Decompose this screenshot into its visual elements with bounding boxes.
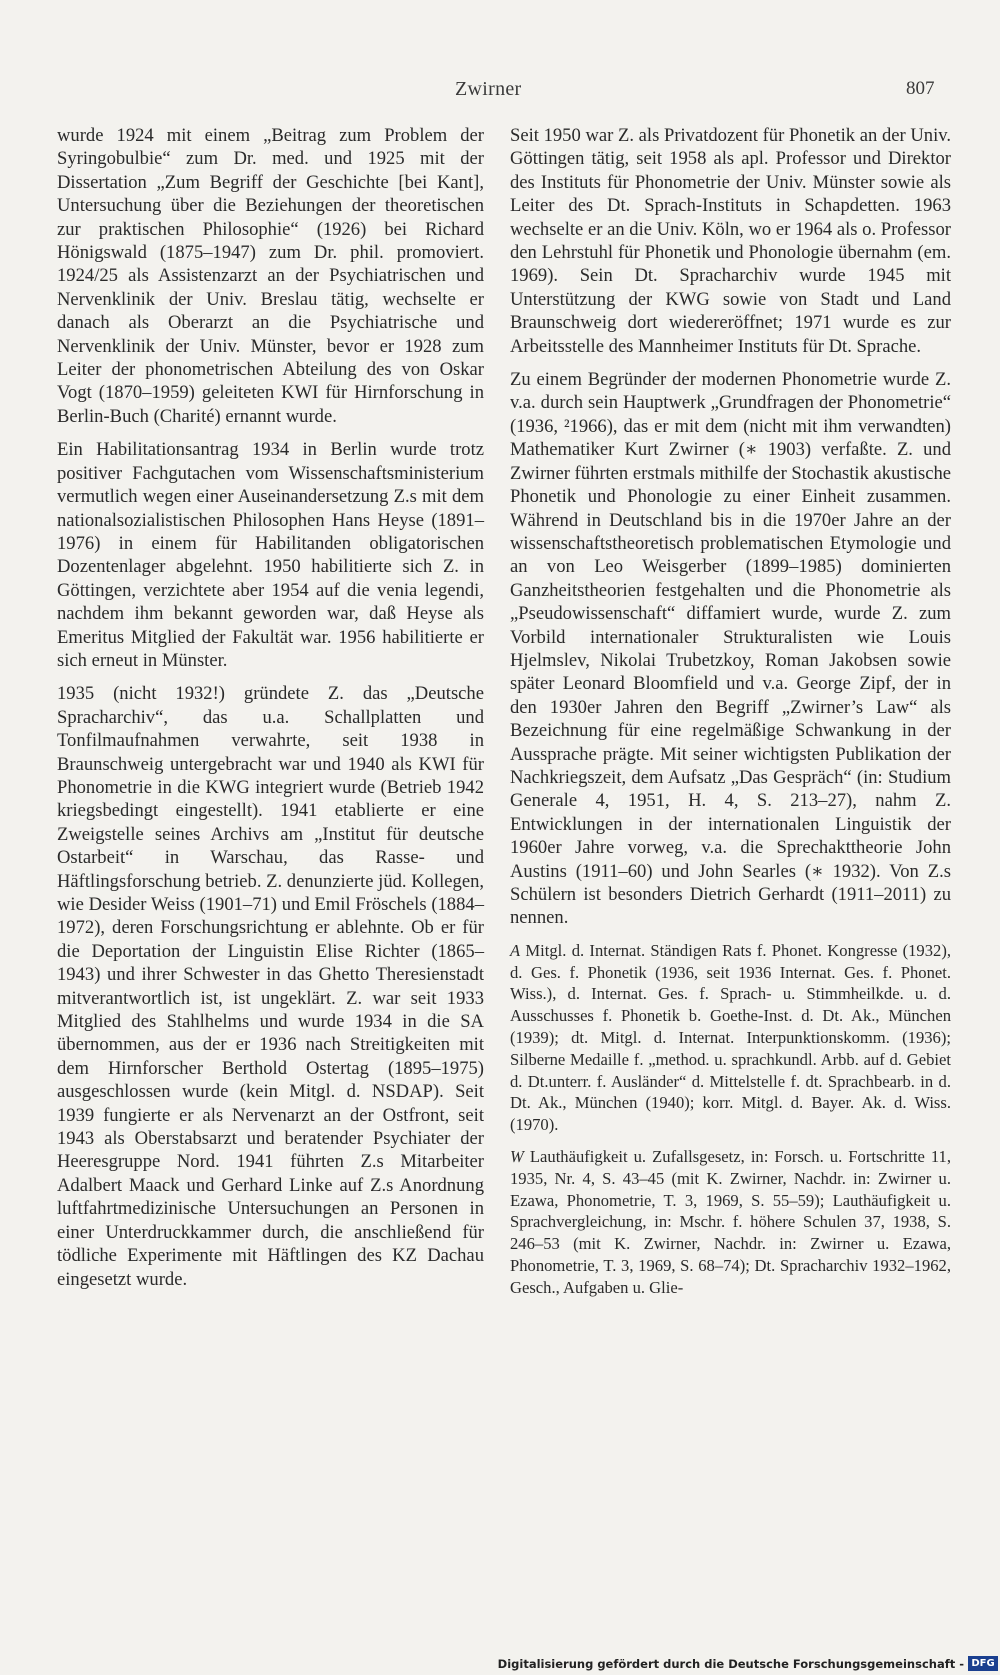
- dfg-logo: DFG: [968, 1656, 998, 1671]
- paragraph-spracharchiv: 1935 (nicht 1932!) gründete Z. das „Deutsche Spracharchiv“, das u.a. Schallplatten und Tonfilmaufnahmen verwahrte, seit 1938 in Braunschweig untergebracht war und 1940 als KWI für Phonometrie in die KWG integriert wurde (Betrieb 1942 kriegsbedingt eingestellt). 1941 etablierte er eine Zweigstelle seines Archivs am „Institut für deutsche Ostarbeit“ in Warschau, das Rasse- und Häftlingsforschung betrieb. Z. denunzierte jüd. Kollegen, wie Desider Weiss (1901–71) und Emil Fröschels (1884–1972), deren Forschungsrichtung er ablehnte. Ob er für die Deportation der Linguistin Elise Richter (1865–1943) und ihrer Schwester in das Ghetto Theresienstadt mitverantwortlich ist, ist ungeklärt. Z. war seit 1933 Mitglied des Stahlhelms und wurde 1934 in die SA übernommen, aus der er 1936 nach Streitigkeiten mit dem Hirnforscher Berthold Ostertag (1895–1975) ausgeschlossen wurde (kein Mitgl. d. NSDAP). Seit 1939 fungierte er als Nervenarzt an der Ostfront, seit 1943 als Oberstabsarzt und beratender Psychiater der Heeresgruppe Nord. 1941 führten Z.s Mitarbeiter Adalbert Maack und Gerhard Linke auf Z.s Anordnung luftfahrtmedizinische Untersuchungen an Personen in einer Unterdruckkammer durch, die anschließend für tödliche Experimente mit Häftlingen des KZ Dachau eingesetzt wurde.: [57, 683, 485, 1290]
- paragraph-postwar: Seit 1950 war Z. als Privatdozent für Phonetik an der Univ. Göttingen tätig, seit 1958 als apl. Professor und Direktor des Instituts für Phonometrie der Univ. Münster sowie als Leiter des Dt. Sprach-Instituts in Schapdetten. 1963 wechselte er an die Univ. Köln, wo er 1964 als o. Professor den Lehrstuhl für Phonetik und Phonologie übernahm (em. 1969). Sein Dt. Spracharchiv wurde 1945 mit Unterstützung der KWG sowie von Stadt und Land Braunschweig dort wiedereröffnet; 1971 wurde es zur Arbeitsstelle des Mannheimer Instituts für Dt. Sprache.: [510, 125, 951, 357]
- running-head: Zwirner: [455, 78, 522, 100]
- paragraph-phonometrie: Zu einem Begründer der modernen Phonometrie wurde Z. v.a. durch sein Hauptwerk „Grundfragen der Phonometrie“ (1936, ²1966), das er mit dem (nicht mit ihm verwandten) Mathematiker Kurt Zwirner (∗ 1903) verfaßte. Z. und Zwirner führten erstmals mithilfe der Stochastik akustische Phonetik und Phonologie zu einer Einheit zusammen. Während in Deutschland bis in die 1970er Jahre an der wissenschaftstheoretisch problematischen Etymologie und an von Leo Weisgerber (1899–1985) dominierten Ganzheitstheorien festgehalten und die Phonometrie als „Pseudowissenschaft“ diffamiert wurde, wurde Z. zum Vorbild internationaler Strukturalisten wie Louis Hjelmslev, Nikolai Trubetzkoy, Roman Jakobsen sowie später Leonard Bloomfield und v.a. George Zipf, der in den 1930er Jahren den Begriff „Zwirner’s Law“ als Bezeichnung für eine regelmäßige Schwankung in der Aussprache prägte. Mit seiner wichtigsten Publikation der Nachkriegszeit, dem Aufsatz „Das Gespräch“ (in: Studium Generale 4, 1951, H. 4, S. 213–27), nahm Z. Entwicklungen in der internationalen Linguistik der 1960er Jahre vorweg, v.a. die Sprechakttheorie John Austins (1911–60) und John Searles (∗ 1932). Von Z.s Schülern ist besonders Dietrich Gerhardt (1911–2011) zu nennen.: [510, 369, 951, 929]
- page-number: 807: [906, 78, 935, 99]
- section-w-text: Lauthäufigkeit u. Zufallsgesetz, in: Forsch. u. Fortschritte 11, 1935, Nr. 4, S. 43–45 (mit K. Zwirner, Nachdr. in: Zwirner u. Ezawa, Phonometrie, T. 3, 1969, S. 55–59); Lauthäufigkeit u. Sprachvergleichung, in: Mschr. f. höhere Schulen 37, 1938, S. 246–53 (mit K. Zwirner, Nachdr. in: Zwirner u. Ezawa, Phonometrie, T. 3, 1969, S. 68–74); Dt. Spracharchiv 1932–1962, Gesch., Aufgaben u. Glie-: [510, 1146, 951, 1297]
- funding-credit: Digitalisierung gefördert durch die Deutsche Forschungsgemeinschaft -: [497, 1657, 964, 1671]
- section-a-label: A: [510, 940, 521, 960]
- digitization-footer: [497, 1655, 1000, 1675]
- paragraph-career: wurde 1924 mit einem „Beitrag zum Problem der Syringobulbie“ zum Dr. med. und 1925 mit der Dissertation „Zum Begriff der Geschichte [bei Kant], Untersuchung über die Beziehungen der theoretischen zur praktischen Philosophie“ (1926) bei Richard Hönigswald (1875–1947) zum Dr. phil. promoviert. 1924/25 als Assistenzarzt an der Psychiatrischen und Nervenklinik der Univ. Breslau tätig, wechselte er danach als Oberarzt an die Psychiatrische und Nervenklinik der Univ. Münster, bevor er 1928 zum Leiter der phonometrischen Abteilung des von Oskar Vogt (1870–1959) geleiteten KWI für Hirnforschung in Berlin-Buch (Charité) ernannt wurde.: [57, 125, 484, 427]
- right-column: [510, 124, 951, 1309]
- section-works: [510, 1146, 951, 1299]
- page-header: [0, 78, 1000, 108]
- left-column: [57, 124, 484, 1301]
- paragraph-habilitation: Ein Habilitationsantrag 1934 in Berlin wurde trotz positiver Fachgutachen vom Wissenschaftsministerium vermutlich wegen einer Auseinandersetzung Z.s mit dem nationalsozialistischen Philosophen Hans Heyse (1891–1976) in einem für Habilitanden obligatorischen Dozentenlager abgelehnt. 1950 habilitierte sich Z. in Göttingen, verzichtete aber 1954 auf die venia legendi, nachdem ihm bekannt geworden war, daß Heyse als Emeritus Mitglied der Fakultät war. 1956 habilitierte er sich erneut in Münster.: [57, 439, 484, 671]
- section-w-label: W: [510, 1146, 524, 1166]
- section-memberships: [510, 940, 951, 1136]
- section-a-text: Mitgl. d. Internat. Ständigen Rats f. Phonet. Kongresse (1932), d. Ges. f. Phonetik (1936, seit 1936 Internat. Ges. f. Phonet. Wiss.), d. Internat. Ges. f. Sprach- u. Stimmheilkde. u. d. Ausschusses f. Phonetik b. Goethe-Inst. d. Dt. Ak., München (1939); dt. Mitgl. d. Internat. Interpunktionskomm. (1936); Silberne Medaille f. „method. u. sprachkundl. Arbb. auf d. Gebiet d. Dt.unterr. f. Ausländer“ d. Mittelstelle f. dt. Sprachbearb. in d. Dt. Ak., München (1940); korr. Mitgl. d. Bayer. Ak. d. Wiss. (1970).: [510, 940, 951, 1135]
